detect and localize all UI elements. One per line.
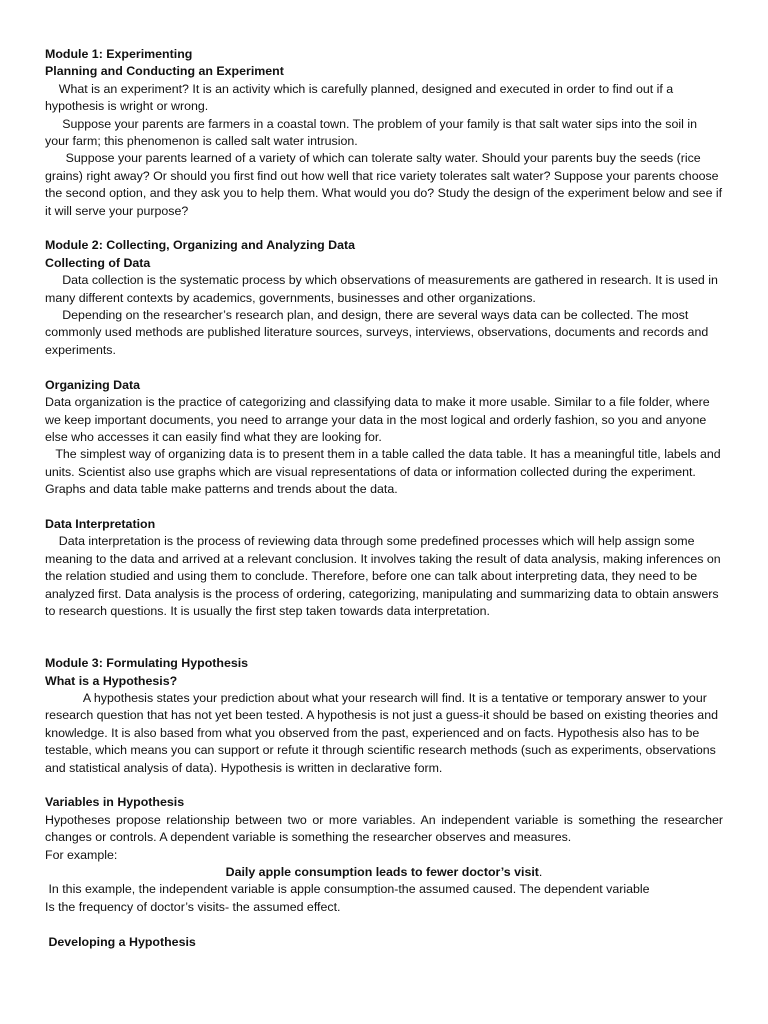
document-page [45,46,723,951]
variables-explanation-line-1: In this example, the independent variable is apple consumption-the assumed caused. The dependent variable [48,882,650,897]
module-1-paragraph-3: Suppose your parents learned of a variety of which can tolerate salty water. Should your parents buy the seeds (rice grains) right away? Or should you first find out how well that rice variety tolerates salt water? Suppose your parents choose the second option, and they ask you to help them. What would you do? Study the design of the experiment below and see if it will serve your purpose? [45,151,723,218]
data-interpretation-heading: Data Interpretation [45,516,156,531]
module-1-title: Module 1: Experimenting [45,47,193,61]
module-1-paragraph-1: What is an experiment? It is an activity which is carefully planned, designed and executed in order to find out if a hypothesis is wright or wrong. [45,81,674,114]
what-is-hypothesis-paragraph: A hypothesis states your prediction about what your research will find. It is a tentative or temporary answer to your research question that has not yet been tested. A hypothesis is not just a guess-it should be based on existing theories and knowledge. It is also based from what you observed from the past, experienced and on facts. Hypothesis also has to be testable, which means you can support or refute it through scientific research methods (such as experiments, observations and statistical analysis of data). Hypothesis is written in declarative form. [45,690,718,775]
example-statement: Daily apple consumption leads to fewer doctor’s visit. [225,865,543,880]
collecting-data-paragraph-2: Depending on the researcher’s research plan, and design, there are several ways data can be collected. The most commonly used methods are published literature sources, surveys, interviews, observations, documents and records and experiments. [45,308,709,357]
example-label: For example: [45,847,118,862]
developing-hypothesis-heading: Developing a Hypothesis [48,934,196,949]
module-1-subtitle: Planning and Conducting an Experiment [45,64,284,79]
organizing-data-paragraph-2: The simplest way of organizing data is to present them in a table called the data table. It has a meaningful title, labels and units. Scientist also use graphs which are visual representations of data or information collected during the experiment. Graphs and data table make patterns and trends about the data. [45,447,721,497]
organizing-data-paragraph-1: Data organization is the practice of categorizing and classifying data to make it more usable. Similar to a file folder, where we keep important documents, you need to arrange your data in the most logical and orderly fashion, so you and anyone else who accesses it can easily find what they are looking for. [45,395,710,444]
module-3-title: Module 3: Formulating Hypothesis [45,656,249,671]
collecting-data-heading: Collecting of Data [45,255,151,270]
organizing-data-heading: Organizing Data [45,377,141,392]
collecting-data-paragraph-1: Data collection is the systematic process by which observations of measurements are gathered in research. It is used in many different contexts by academics, governments, businesses and other organizations. [45,273,718,305]
variables-explanation-line-2: Is the frequency of doctor’s visits- the assumed effect. [45,899,341,914]
variables-heading: Variables in Hypothesis [45,795,185,810]
variables-paragraph: Hypotheses propose relationship between two or more variables. An independent variable is something the researcher changes or controls. A dependent variable is something the researcher observes and measures. [45,812,723,845]
module-2-title: Module 2: Collecting, Organizing and Analyzing Data [45,238,356,253]
what-is-hypothesis-heading: What is a Hypothesis? [45,673,178,688]
module-1-paragraph-2: Suppose your parents are farmers in a coastal town. The problem of your family is that salt water sips into the soil in your farm; this phenomenon is called salt water intrusion. [45,116,697,149]
data-interpretation-paragraph: Data interpretation is the process of reviewing data through some predefined processes which will help assign some meaning to the data and arrived at a relevant conclusion. It involves taking the result of data analysis, making inferences on the relation studied and using them to conclude. Therefore, before one can talk about interpreting data, they need to be analyzed first. Data analysis is the process of ordering, categorizing, manipulating and summarizing data to obtain answers to research questions. It is usually the first step taken towards data interpretation. [45,534,721,618]
